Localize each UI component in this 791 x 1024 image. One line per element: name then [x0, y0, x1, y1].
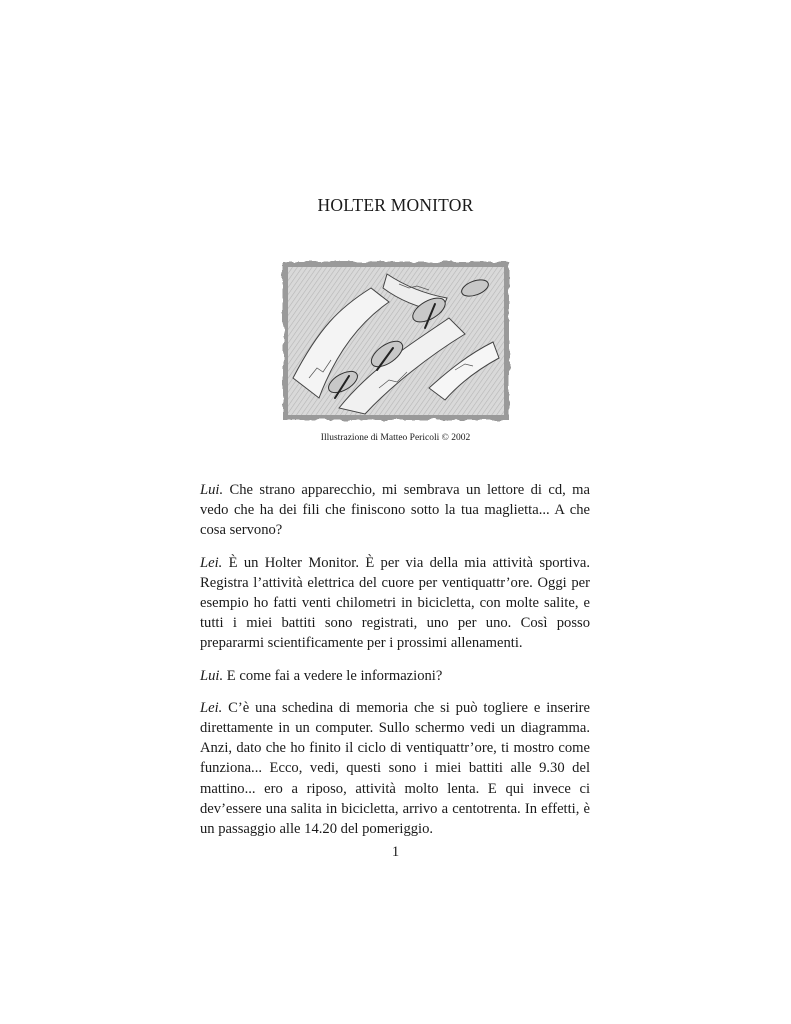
dialogue-line: C’è una schedina di memoria che si può togliere e inserire direttamente in un computer. Sullo schermo vedi un diagramma. Anzi, dato che ho finito il ciclo di ventiquattr’ore, ti mostro come funziona... Ecco, vedi, questi sono i miei battiti alle 9.30 del mattino... ero a riposo, attività molto lenta. E qui invece ci dev’essere una salita in bicicletta, arrivo a centotrenta. In effetti, è un passaggio alle 14.20 del pomeriggio.: [200, 699, 590, 838]
dialogue-line: E come fai a vedere le informazioni?: [223, 667, 443, 684]
dialogue-paragraph: [200, 553, 590, 654]
speaker-label: Lui.: [200, 482, 224, 498]
speaker-label: Lei.: [200, 554, 223, 571]
illustration-caption: Illustrazione di Matteo Pericoli © 2002: [320, 433, 471, 443]
dialogue-paragraph: [200, 480, 590, 541]
dialogue-line: È un Holter Monitor. È per via della mia attività sportiva. Registra l’attività elettrica del cuore per ventiquattr’ore. Oggi per esempio ho fatti venti chilometri in bicicletta, con molte salite, e tutti i miei battiti sono registrati, uno per uno. Così posso prepararmi scientificamente per i prossimi allenamenti.: [200, 554, 590, 652]
illustration-image: [279, 258, 513, 424]
dialogue-paragraph: [200, 666, 590, 686]
speaker-label: Lui.: [200, 667, 224, 684]
speaker-label: Lei.: [200, 699, 223, 716]
page-number: 1: [391, 844, 400, 860]
dialogue-text: [200, 480, 590, 851]
dialogue-line: Che strano apparecchio, mi sembrava un lettore di cd, ma vedo che ha dei fili che finiscono sotto la tua maglietta... A che cosa servono?: [200, 482, 590, 539]
dialogue-paragraph: [200, 698, 590, 839]
page-title: HOLTER MONITOR: [317, 195, 474, 215]
